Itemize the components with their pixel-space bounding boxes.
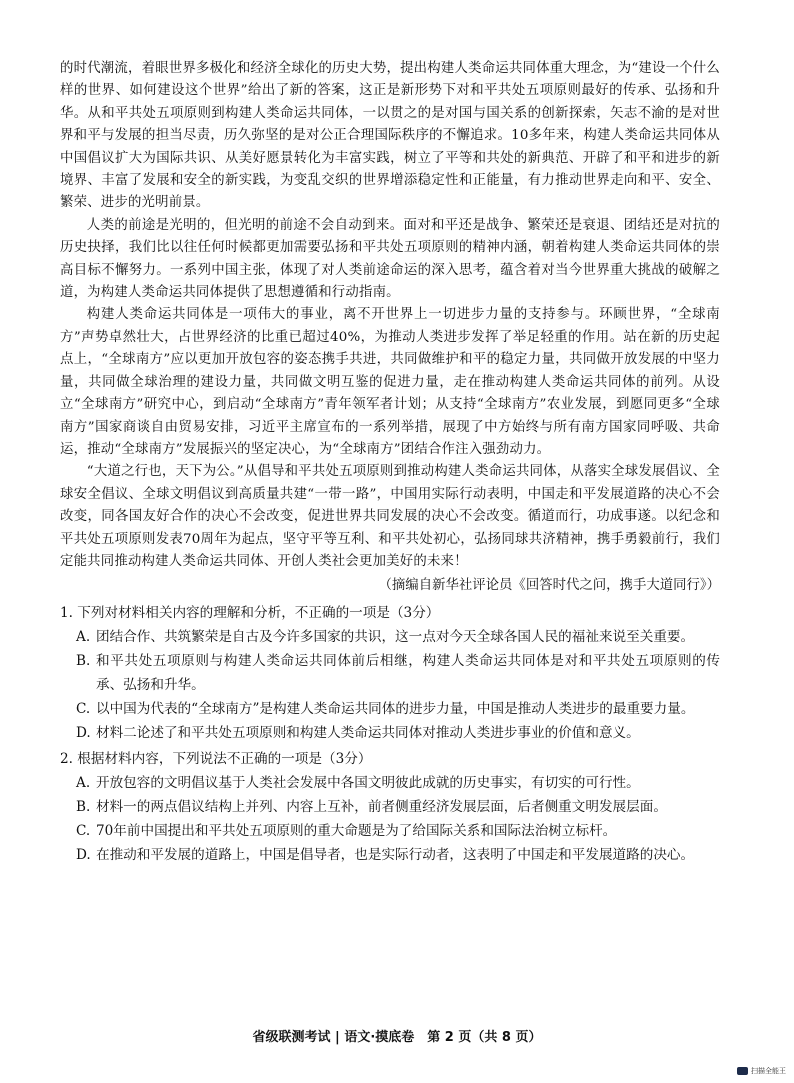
page-footer: 省级联测考试 | 语文·摸底卷 第 2 页（共 8 页） [252,1030,542,1045]
option-letter: D. [76,725,91,742]
option-letter: A. [76,775,91,792]
option-letter: B. [76,653,91,670]
question-stem: 2. 根据材料内容，下列说法不正确的一项是（3分） [60,751,372,768]
option-text: 开放包容的文明倡议基于人类社会发展中各国文明彼此成就的历史事实，有切实的可行性。 [96,775,640,792]
option-a [60,771,720,795]
watermark-text: 扫描全能王 [751,1067,786,1075]
option-d [60,721,720,745]
passage-paragraph: 构建人类命运共同体是一项伟大的事业，离不开世界上一切进步力量的支持参与。环顾世界，“全球南方”声势卓然壮大，占世界经济的比重已超过40%，为推动人类进步发挥了举足轻重的作用。站在新的历史起点上，“全球南方”应以更加开放包容的姿态携手共进，共同做维护和平的稳定力量，共同做开放发展的中坚力量，共同做全球治理的建设力量，共同做文明互鉴的促进力量，走在推动构建人类命运共同体的前列。从设立“全球南方”研究中心，到启动“全球南方”青年领军者计划；从支持“全球南方”农业发展，到愿同更多“全球南方”国家商谈自由贸易安排，习近平主席宣布的一系列举措，展现了中方始终与所有南方国家同呼吸、共命运，推动“全球南方”发展振兴的坚定决心，为“全球南方”团结合作注入强劲动力。 [60,307,720,457]
question-2 [60,747,720,867]
option-letter: A. [76,629,91,646]
scanner-logo-icon [737,1067,748,1075]
option-text: 材料一的两点倡议结构上并列、内容上互补，前者侧重经济发展层面，后者侧重文明发展层面。 [96,799,667,816]
option-c [60,697,720,721]
scanner-watermark [737,1066,786,1076]
question-1 [60,601,720,745]
passage-paragraph: “大道之行也，天下为公。”从倡导和平共处五项原则到推动构建人类命运共同体，从落实全球发展倡议、全球安全倡议、全球文明倡议到高质量共建“一带一路”，中国用实际行动表明，中国走和平发展道路的决心不会改变，同各国友好合作的决心不会改变，促进世界共同发展的决心不会改变。循道而行，功成事遂。以纪念和平共处五项原则发表70周年为起点，坚守平等互利、和平共处初心，弘扬同球共济精神，携手勇毅前行，我们定能共同推动构建人类命运共同体、开创人类社会更加美好的未来！ [60,464,720,569]
option-b [60,795,720,819]
exam-page [60,58,720,867]
option-letter: D. [76,847,91,864]
option-letter: B. [76,799,91,816]
option-text: 材料二论述了和平共处五项原则和构建人类命运共同体对推动人类进步事业的价值和意义。 [96,725,640,742]
option-text: 团结合作、共筑繁荣是自古及今许多国家的共识，这一点对今天全球各国人民的福祉来说至关重要。 [96,629,695,646]
option-a [60,625,720,649]
reading-passage [60,58,720,573]
passage-source: （摘编自新华社评论员《回答时代之问，携手大道同行》） [378,578,720,594]
option-letter: C. [76,823,91,840]
option-text: 和平共处五项原则与构建人类命运共同体前后相继，构建人类命运共同体是对和平共处五项原则的传承、弘扬和升华。 [96,653,720,694]
option-text: 70年前中国提出和平共处五项原则的重大命题是为了给国际关系和国际法治树立标杆。 [96,823,617,840]
passage-paragraph: 的时代潮流，着眼世界多极化和经济全球化的历史大势，提出构建人类命运共同体重大理念，为“建设一个什么样的世界、如何建设这个世界”给出了新的答案，这正是新形势下对和平共处五项原则最好的传承、弘扬和升华。从和平共处五项原则到构建人类命运共同体，一以贯之的是对国与国关系的创新探索，矢志不渝的是对世界和平与发展的担当尽责，历久弥坚的是对公正合理国际秩序的不懈追求。10多年来，构建人类命运共同体从中国倡议扩大为国际共识、从美好愿景转化为丰富实践，树立了平等和共处的新典范、开辟了和平和进步的新境界、丰富了发展和安全的新实践，为变乱交织的世界增添稳定性和正能量，有力推动世界走向和平、安全、繁荣、进步的光明前景。 [60,61,720,211]
passage-paragraph: 人类的前途是光明的，但光明的前途不会自动到来。面对和平还是战争、繁荣还是衰退、团结还是对抗的历史抉择，我们比以往任何时候都更加需要弘扬和平共处五项原则的精神内涵，朝着构建人类命运共同体的崇高目标不懈努力。一系列中国主张，体现了对人类前途命运的深入思考，蕴含着对当今世界重大挑战的破解之道，为构建人类命运共同体提供了思想遵循和行动指南。 [60,217,720,301]
option-text: 在推动和平发展的道路上，中国是倡导者，也是实际行动者，这表明了中国走和平发展道路的决心。 [96,847,695,864]
option-b [60,649,720,697]
option-text: 以中国为代表的“全球南方”是构建人类命运共同体的进步力量，中国是推动人类进步的最重要力量。 [96,701,695,718]
option-d [60,843,720,867]
option-c [60,819,720,843]
option-letter: C. [76,701,91,718]
question-stem: 1. 下列对材料相关内容的理解和分析，不正确的一项是（3分） [60,605,440,622]
